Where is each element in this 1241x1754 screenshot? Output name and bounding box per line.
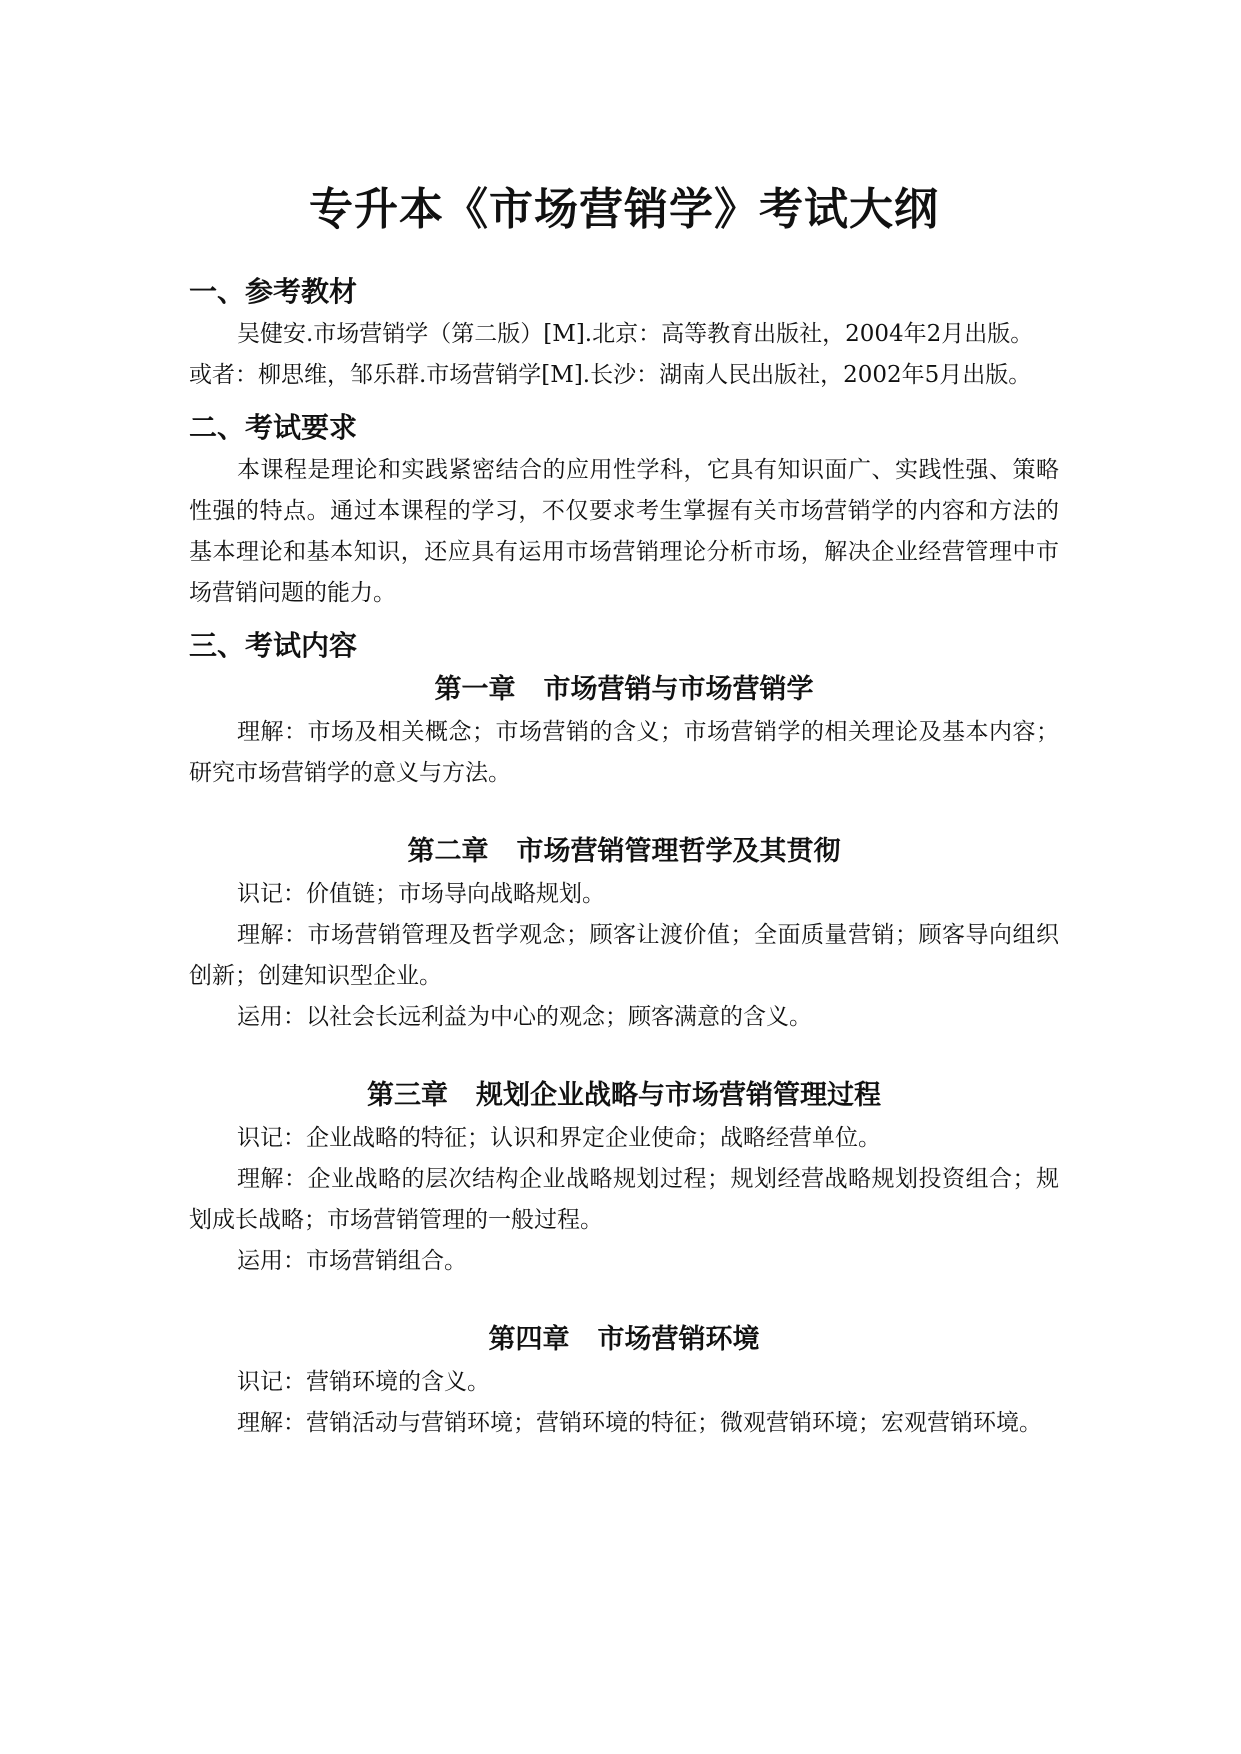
- chapter-number: 第一章: [434, 674, 516, 705]
- chapter-number: 第二章: [407, 836, 489, 867]
- item-text: 价值链；市场导向战略规划。: [306, 881, 605, 907]
- item-text: 营销活动与营销环境；营销环境的特征；微观营销环境；宏观营销环境。: [306, 1410, 1042, 1436]
- requirements-body: 本课程是理论和实践紧密结合的应用性学科，它具有知识面广、实践性强、策略性强的特点。通过本课程的学习，不仅要求考生掌握有关市场营销学的内容和方法的基本理论和基本知识，还应具有运用市场营销理论分析市场，解决企业经营管理中市场营销问题的能力。: [189, 457, 1059, 606]
- chapter-item: [189, 915, 1059, 997]
- reference-2: 或者：柳思维，邹乐群.市场营销学[M].长沙：湖南人民出版社，2002年5月出版。: [189, 362, 1032, 388]
- chapter-item: [189, 1362, 1059, 1403]
- chapter-4: [189, 1318, 1059, 1444]
- item-label: 识记：: [237, 1125, 306, 1151]
- item-label: 理解：: [237, 719, 308, 745]
- item-text: 营销环境的含义。: [306, 1369, 490, 1395]
- chapter-name: 规划企业战略与市场营销管理过程: [476, 1080, 881, 1111]
- chapter-2: [189, 830, 1059, 1038]
- chapter-item: [189, 1403, 1059, 1444]
- item-label: 运用：: [237, 1248, 306, 1274]
- chapter-item: [189, 997, 1059, 1038]
- chapter-number: 第四章: [488, 1324, 570, 1355]
- item-text: 市场及相关概念；市场营销的含义；市场营销学的相关理论及基本内容；研究市场营销学的意义与方法。: [189, 719, 1059, 786]
- chapter-item: [189, 1118, 1059, 1159]
- chapter-3: [189, 1074, 1059, 1282]
- item-label: 识记：: [237, 881, 306, 907]
- item-text: 市场营销组合。: [306, 1248, 467, 1274]
- document-content: [189, 180, 1059, 1480]
- chapter-item: [189, 1241, 1059, 1282]
- chapter-title: [189, 668, 1059, 712]
- chapter-name: 市场营销管理哲学及其贯彻: [516, 836, 841, 867]
- chapter-name: 市场营销环境: [597, 1324, 760, 1355]
- chapter-number: 第三章: [367, 1080, 448, 1111]
- item-text: 以社会长远利益为中心的观念；顾客满意的含义。: [306, 1004, 812, 1030]
- document-title: 专升本《市场营销学》考试大纲: [309, 184, 939, 235]
- item-text: 市场营销管理及哲学观念；顾客让渡价值；全面质量营销；顾客导向组织创新；创建知识型企业。: [189, 922, 1059, 989]
- item-label: 理解：: [237, 1166, 308, 1192]
- section-heading-requirements: 二、考试要求: [189, 411, 358, 444]
- chapter-1: [189, 668, 1059, 794]
- item-text: 企业战略的层次结构企业战略规划过程；规划经营战略规划投资组合；规划成长战略；市场营销管理的一般过程。: [189, 1166, 1059, 1233]
- item-label: 识记：: [237, 1369, 306, 1395]
- chapter-item: [189, 1159, 1059, 1241]
- chapter-title: [189, 1318, 1059, 1362]
- section-heading-content: 三、考试内容: [189, 629, 358, 662]
- item-label: 理解：: [237, 1410, 306, 1436]
- chapter-title: [189, 1074, 1059, 1118]
- chapter-title: [189, 830, 1059, 874]
- item-text: 企业战略的特征；认识和界定企业使命；战略经营单位。: [306, 1125, 881, 1151]
- reference-1: 吴健安.市场营销学（第二版）[M].北京：高等教育出版社，2004年2月出版。: [237, 321, 1034, 347]
- item-label: 运用：: [237, 1004, 306, 1030]
- item-label: 理解：: [237, 922, 308, 948]
- chapter-name: 市场营销与市场营销学: [543, 674, 814, 705]
- chapter-item: [189, 874, 1059, 915]
- section-heading-references: 一、参考教材: [189, 275, 358, 308]
- chapter-item: [189, 712, 1059, 794]
